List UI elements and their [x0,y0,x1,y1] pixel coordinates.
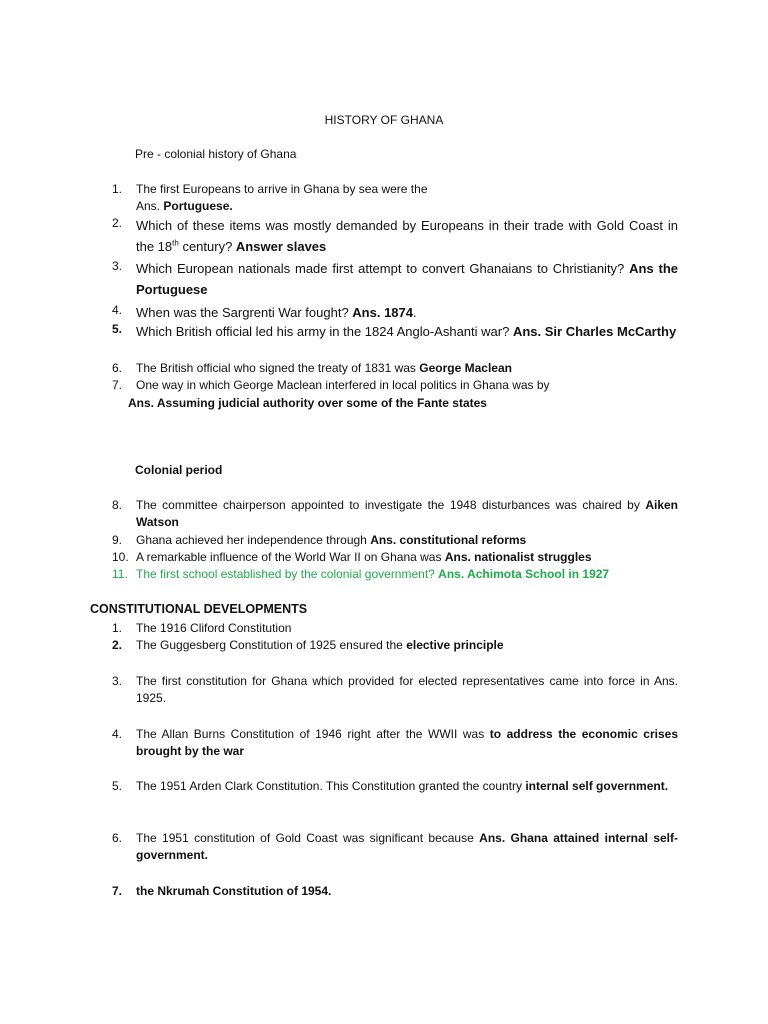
colonial-heading: Colonial period [135,463,223,477]
list-item [112,830,678,864]
answer-text: George Maclean [419,361,512,375]
item-number: 3. [112,259,123,273]
answer-text: Ans the Portuguese [136,261,678,297]
question-text: Which European nationals made first attempt to convert Ghanaians to Christianity? [136,261,630,276]
item-number: 6. [112,831,123,845]
item-number: 10. [112,550,129,564]
list-item [112,673,678,707]
item-number: 9. [112,533,123,547]
list-item [112,302,678,323]
answer-text: elective principle [406,638,504,652]
period: . [413,305,417,320]
question-text: The committee chairperson appointed to investigate the 1948 disturbances was chaired by [136,498,646,512]
item-number: 2. [112,216,123,230]
answer-text: internal self government. [525,779,669,793]
item-number: 5. [112,779,123,793]
item-number: 1. [112,621,123,635]
item-text: The 1951 constitution of Gold Coast was significant because [136,831,480,845]
answer-text: Ans. constitutional reforms [370,533,527,547]
question-text: The first school established by the colonial government? [136,567,439,581]
answer-text: Ans. Achimota School in 1927 [438,567,610,581]
item-text: The Allan Burns Constitution of 1946 right after the WWII was [136,727,490,741]
item-number: 11. [112,567,128,581]
list-item [112,215,678,257]
item-number: 2. [112,638,123,652]
item-number: 3. [112,674,123,688]
item-text: The first constitution for Ghana which provided for elected representatives came into force in Ans. 1925. [136,674,678,705]
question-text: The first Europeans to arrive in Ghana by sea were the [136,182,428,196]
constitutional-heading: CONSTITUTIONAL DEVELOPMENTS [90,602,308,616]
answer-text: Ans. Assuming judicial authority over some of the Fante states [128,396,487,410]
item-text: The 1916 Cliford Constitution [136,621,292,635]
question-text: When was the Sargrenti War fought? [136,305,353,320]
list-item [112,321,678,342]
list-item [112,883,678,900]
list-item [112,258,678,300]
item-number: 5. [112,322,123,336]
list-item [112,778,678,795]
precolonial-heading: Pre - colonial history of Ghana [135,147,297,161]
list-item [112,549,678,566]
page-title: HISTORY OF GHANA [324,113,444,127]
answer-text: Ans. 1874 [352,305,413,320]
item-number: 1. [112,182,123,196]
list-item [112,377,678,394]
item-text: The 1951 Arden Clark Constitution. This Constitution granted the country [136,779,526,793]
list-item [112,620,678,637]
answer-text: Ans. Ghana attained internal self-government. [136,831,678,862]
question-text-cont: century? [178,239,236,254]
item-number: 6. [112,361,123,375]
item-number: 4. [112,727,123,741]
item-number: 8. [112,498,123,512]
answer-text: to address the economic crises brought by the war [136,727,678,758]
answer-text: Ans. nationalist struggles [444,550,592,564]
list-item [112,637,678,654]
answer-text: Ans. Sir Charles McCarthy [512,324,677,339]
question-text: Ghana achieved her independence through [136,533,371,547]
list-item-highlighted [112,566,678,583]
question-text: Which British official led his army in the 1824 Anglo-Ashanti war? [136,324,513,339]
item-text: The Guggesberg Constitution of 1925 ensured the [136,638,407,652]
question-text: Which of these items was mostly demanded by Europeans in their trade with Gold Coast in the 18 [136,218,678,254]
superscript: th [172,238,179,248]
list-item [112,497,678,531]
item-number: 4. [112,303,123,317]
answer-text: Aiken Watson [136,498,678,529]
question-text: The British official who signed the treaty of 1831 was [136,361,420,375]
list-item [112,181,678,215]
question-text: A remarkable influence of the World War II on Ghana was [136,550,445,564]
item-number: 7. [112,378,123,392]
answer-prefix: Ans. [136,199,164,213]
answer-text: Answer slaves [235,239,327,254]
item-number: 7. [112,884,123,898]
list-item [112,726,678,760]
answer-text: Portuguese. [163,199,233,213]
answer-text: the Nkrumah Constitution of 1954. [136,884,332,898]
list-item [112,532,678,549]
question-text: One way in which George Maclean interfered in local politics in Ghana was by [136,378,550,392]
list-item [112,360,678,377]
